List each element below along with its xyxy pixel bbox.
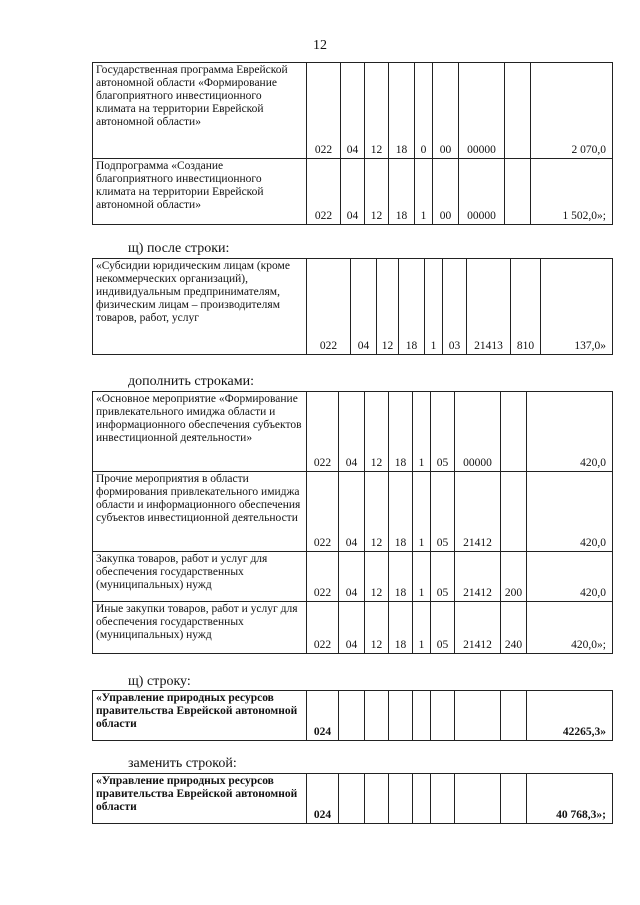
cell-program: 18 [389,552,413,602]
cell-program: 18 [389,472,413,552]
row-name: Подпрограмма «Создание благоприятного инвестиционного климата на территории Еврейской автономной области» [93,159,307,225]
cell-subsection: 12 [365,63,389,159]
cell-program: 18 [389,602,413,654]
cell-section: 04 [339,602,365,654]
cell-subprogram: 1 [413,552,431,602]
cell-ministry: 022 [307,259,351,355]
table-row [93,392,613,472]
cell-ministry: 022 [307,602,339,654]
cell-expense-type [501,472,527,552]
cell-event [431,691,455,741]
cell-sum: 40 768,3»; [527,774,613,824]
cell-event: 03 [443,259,467,355]
cell-direction: 00000 [455,392,501,472]
cell-expense-type [501,392,527,472]
table-row [93,691,613,741]
cell-event: 00 [433,159,459,225]
cell-direction: 21412 [455,472,501,552]
page-number: 12 [313,38,327,53]
cell-expense-type [505,159,531,225]
row-name: «Основное мероприятие «Формирование привлекательного имиджа области и информационного обеспечения субъектов инвестиционной деятельности» [93,392,307,472]
cell-subsection [365,774,389,824]
cell-expense-type: 200 [501,552,527,602]
budget-table-5 [92,773,613,824]
cell-subsection: 12 [365,552,389,602]
cell-section: 04 [339,552,365,602]
cell-direction: 00000 [459,63,505,159]
cell-subprogram: 1 [413,472,431,552]
table-row [93,159,613,225]
cell-program: 18 [389,392,413,472]
table-row [93,602,613,654]
cell-direction: 21412 [455,552,501,602]
cell-sum: 2 070,0 [531,63,613,159]
cell-subsection [365,691,389,741]
cell-expense-type [501,691,527,741]
cell-direction: 00000 [459,159,505,225]
cell-sum: 420,0»; [527,602,613,654]
cell-section [339,691,365,741]
table-row [93,552,613,602]
cell-subprogram: 0 [415,63,433,159]
cell-ministry: 022 [307,63,341,159]
budget-table-3 [92,391,613,654]
budget-table-4 [92,690,613,741]
budget-table-1 [92,62,613,225]
cell-expense-type: 240 [501,602,527,654]
cell-sum: 420,0 [527,472,613,552]
cell-subprogram [413,774,431,824]
cell-subsection: 12 [365,472,389,552]
budget-table-2 [92,258,613,355]
row-name: Закупка товаров, работ и услуг для обеспечения государственных (муниципальных) нужд [93,552,307,602]
row-name: «Управление природных ресурсов правительства Еврейской автономной области [93,774,307,824]
cell-ministry: 022 [307,392,339,472]
cell-subsection: 12 [365,602,389,654]
cell-subprogram: 1 [413,392,431,472]
cell-program: 18 [399,259,425,355]
cell-section: 04 [341,63,365,159]
cell-section: 04 [351,259,377,355]
table-row [93,472,613,552]
cell-event: 05 [431,602,455,654]
cell-program: 18 [389,63,415,159]
cell-section: 04 [339,472,365,552]
cell-subsection: 12 [377,259,399,355]
row-name: Государственная программа Еврейской автономной области «Формирование благоприятного инвестиционного климата на территории Еврейской автономной области» [93,63,307,159]
cell-sum: 1 502,0»; [531,159,613,225]
cell-subprogram: 1 [413,602,431,654]
cell-direction: 21413 [467,259,511,355]
cell-subprogram: 1 [425,259,443,355]
caption-replace-with: заменить строкой: [128,756,237,771]
table-row [93,774,613,824]
cell-sum: 42265,3» [527,691,613,741]
cell-direction [455,774,501,824]
caption-after-row: щ) после строки: [128,241,230,256]
caption-row: щ) строку: [128,674,191,689]
cell-event: 05 [431,552,455,602]
cell-ministry: 024 [307,691,339,741]
cell-direction [455,691,501,741]
row-name: «Субсидии юридическим лицам (кроме некоммерческих организаций), индивидуальным предпринимателям, физическим лицам – производителям товаров, работ, услуг [93,259,307,355]
cell-ministry: 022 [307,472,339,552]
row-name: Иные закупки товаров, работ и услуг для обеспечения государственных (муниципальных) нужд [93,602,307,654]
cell-expense-type [505,63,531,159]
cell-ministry: 022 [307,552,339,602]
cell-section: 04 [339,392,365,472]
cell-event: 05 [431,392,455,472]
cell-subsection: 12 [365,159,389,225]
row-name: Прочие мероприятия в области формирования привлекательного имиджа области и информационного обеспечения субъектов инвестиционной деятельности [93,472,307,552]
cell-ministry: 022 [307,159,341,225]
cell-event [431,774,455,824]
cell-expense-type: 810 [511,259,541,355]
cell-program: 18 [389,159,415,225]
row-name: «Управление природных ресурсов правительства Еврейской автономной области [93,691,307,741]
cell-event: 00 [433,63,459,159]
cell-program [389,691,413,741]
table-row [93,63,613,159]
cell-sum: 137,0» [541,259,613,355]
cell-direction: 21412 [455,602,501,654]
cell-program [389,774,413,824]
table-row [93,259,613,355]
cell-sum: 420,0 [527,552,613,602]
cell-section [339,774,365,824]
cell-subprogram [413,691,431,741]
cell-expense-type [501,774,527,824]
cell-section: 04 [341,159,365,225]
cell-event: 05 [431,472,455,552]
cell-ministry: 024 [307,774,339,824]
cell-subprogram: 1 [415,159,433,225]
cell-sum: 420,0 [527,392,613,472]
caption-add-rows: дополнить строками: [128,374,254,389]
cell-subsection: 12 [365,392,389,472]
